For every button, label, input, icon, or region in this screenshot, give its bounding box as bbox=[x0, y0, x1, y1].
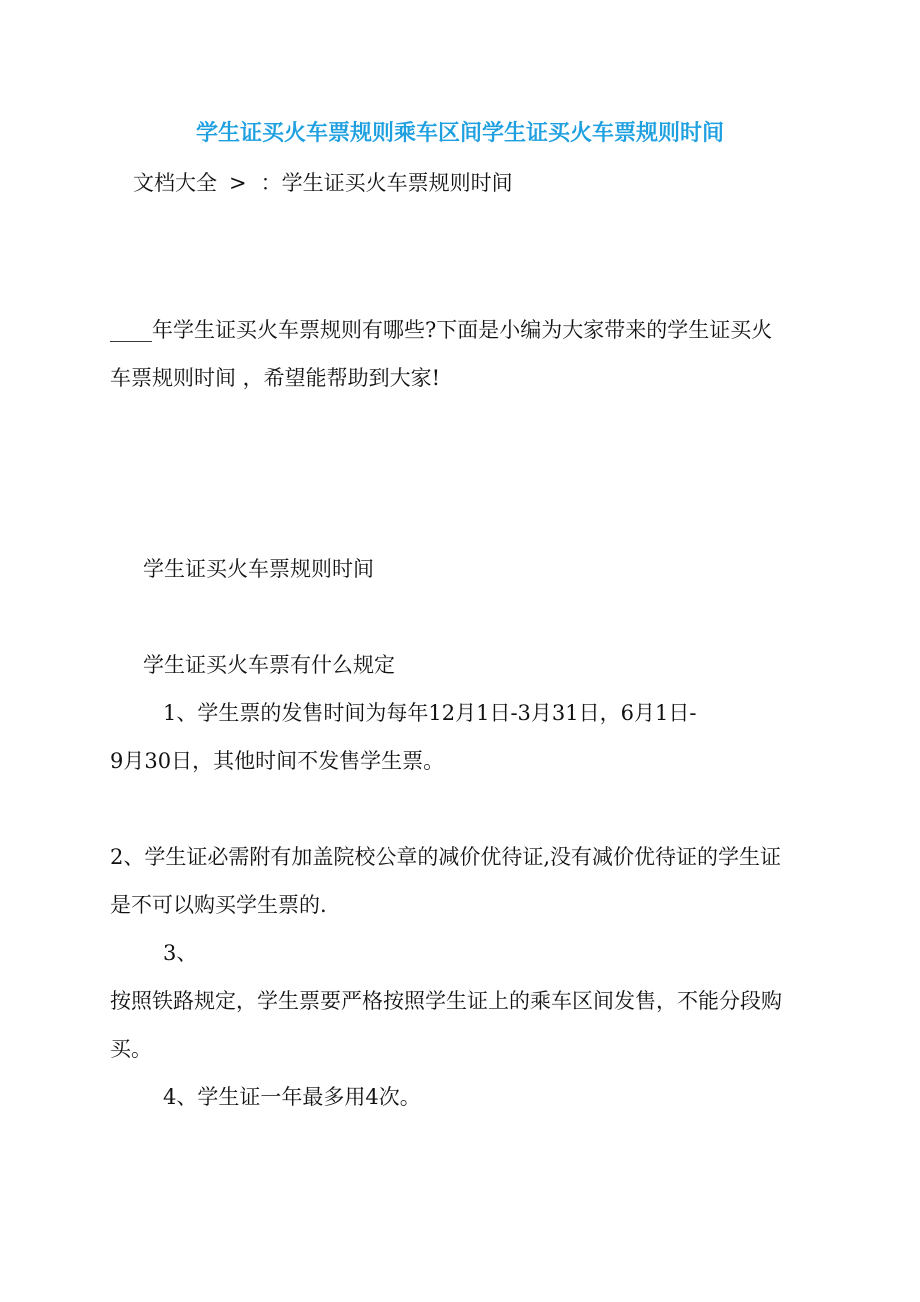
rule-2-line-2: 是不可以购买学生票的. bbox=[110, 893, 327, 917]
intro-line-2: 车票规则时间 ，希望能帮助到大家! bbox=[110, 366, 441, 390]
rule-3-line-1: 按照铁路规定，学生票要严格按照学生证上的乘车区间发售，不能分段购 bbox=[110, 989, 782, 1013]
sub-heading: 学生证买火车票有什么规定 bbox=[143, 653, 395, 677]
rule-1-line-1: 1、学生票的发售时间为每年12月1日-3月31日，6月1日- bbox=[163, 701, 697, 725]
rule-4-line-1: 4、学生证一年最多用4次。 bbox=[163, 1085, 421, 1109]
breadcrumb-current: ：学生证买火车票规则时间 bbox=[260, 171, 513, 195]
document-title: 学生证买火车票规则乘车区间学生证买火车票规则时间 bbox=[195, 121, 724, 146]
rule-2-line-1: 2、学生证必需附有加盖院校公章的减价优待证,没有减价优待证的学生证 bbox=[110, 845, 782, 869]
breadcrumb-root[interactable]: 文档大全 bbox=[133, 171, 217, 195]
rule-1-line-2: 9月30日，其他时间不发售学生票。 bbox=[110, 749, 445, 773]
intro-line-1: ____年学生证买火车票规则有哪些?下面是小编为大家带来的学生证买火 bbox=[110, 318, 773, 342]
rule-3-line-2: 买。 bbox=[110, 1037, 152, 1061]
rule-3-number: 3、 bbox=[163, 941, 198, 965]
breadcrumb bbox=[133, 168, 513, 198]
section-heading: 学生证买火车票规则时间 bbox=[143, 557, 374, 581]
breadcrumb-separator: > bbox=[229, 171, 247, 195]
